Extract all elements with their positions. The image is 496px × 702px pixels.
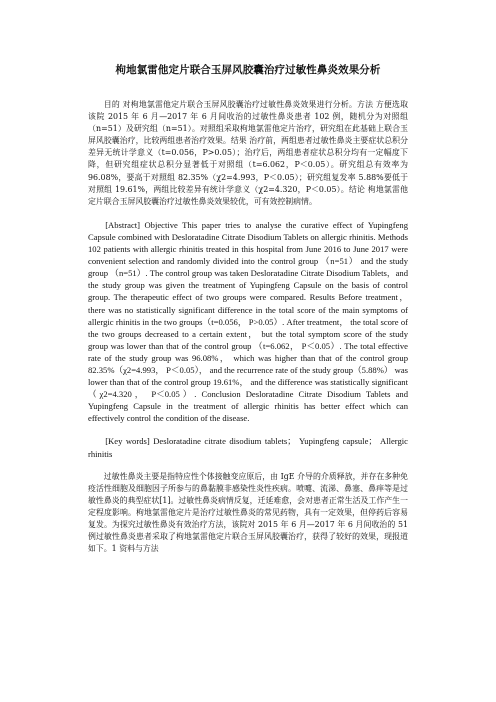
abstract-chinese: 目的 对枸地氯雷他定片联合玉屏风胶囊治疗过敏性鼻炎效果进行分析。方法 方便选取该院 2015 年 6 月—2017 年 6 月间收治的过敏性鼻炎患者 102 例，随机分为对照组（n=51）及研究组（n=51）。对照组采取枸地氯雷他定片治疗，研究组在此基础上联合玉屏风胶囊治疗，比较两组患者治疗效果。结果 治疗前，两组患者过敏性鼻炎主要症状总积分差异无统计学意义（t=0.056，P>0.05）；治疗后，两组患者症状总积分均有一定幅度下降，但研究组症状总积分显著低于对照组（t=6.062，P＜0.05）。研究组总有效率为 96.08%，要高于对照组 82.35%（χ2=4.993，P＜0.05）；研究组复发率 5.88%要低于对照组 19.61%，两组比较差异有统计学意义（χ2=4.320，P＜0.05）。结论 枸地氯雷他定片联合玉屏风胶囊治疗过敏性鼻炎效果较优，可有效控制病情。 [88, 100, 408, 206]
introduction-paragraph: 过敏性鼻炎主要是指特应性个体接触变应原后，由 IgE 介导的介质释放，并存在多种免疫活性细胞及细胞因子所参与的鼻黏膜非感染性炎性疾病。喷嚏、流涕、鼻塞、鼻痒等是过敏性鼻炎的典型症状[1]。过敏性鼻炎病情反复，迁延难愈，会对患者正常生活及工作产生一定程度影响。枸地氯雷他定片是治疗过敏性鼻炎的常见药物，具有一定效果，但停药后容易复发。为探究过敏性鼻炎有效治疗方法，该院对 2015 年 6 月—2017 年 6 月间收治的 51 例过敏性鼻炎患者采取了枸地氯雷他定片联合玉屏风胶囊治疗，获得了较好的效果，现报道如下。1 资料与方法 [88, 471, 408, 554]
abstract-english: [Abstract] Objective This paper tries to analyse the curative effect of Yupingfeng Capsule combined with Desloratadine Citrate Disodium Tablets on allergic rhinitis. Methods 102 patients with allergic rhinitis treated in this hospital from June 2016 to June 2017 were convenient selection and randomly divided into the control group （n=51） and the study group （n=51）. The control group was taken Desloratadine Citrate Disodium Tablets，and the study group was given the treatment of Yupingfeng Capsule on the basis of control group. The therapeutic effect of two groups were compared. Results Before treatment， there was no statistically significant difference in the total score of the main symptoms of allergic rhinitis in the two groups（t=0.056， P>0.05）. After treatment， the total score of the two groups decreased to a certain extent， but the total symptom score of the study group was lower than that of the control group （t=6.062， P＜0.05）. The total effective rate of the study group was 96.08%， which was higher than that of the control group 82.35%（χ2=4.993， P＜0.05）， and the recurrence rate of the study group（5.88%） was lower than that of the control group 19.61%， and the difference was statistically significant （χ2=4.320， P＜0.05）. Conclusion Desloratadine Citrate Disodium Tablets and Yupingfeng Capsule in the treatment of allergic rhinitis has better effect which can effectively control the condition of the disease. [88, 219, 408, 424]
keywords: [Key words] Desloratadine citrate disodium tablets； Yupingfeng capsule； Allergic rhinitis [88, 436, 408, 459]
paper-title: 枸地氯雷他定片联合玉屏风胶囊治疗过敏性鼻炎效果分析 [115, 64, 381, 76]
